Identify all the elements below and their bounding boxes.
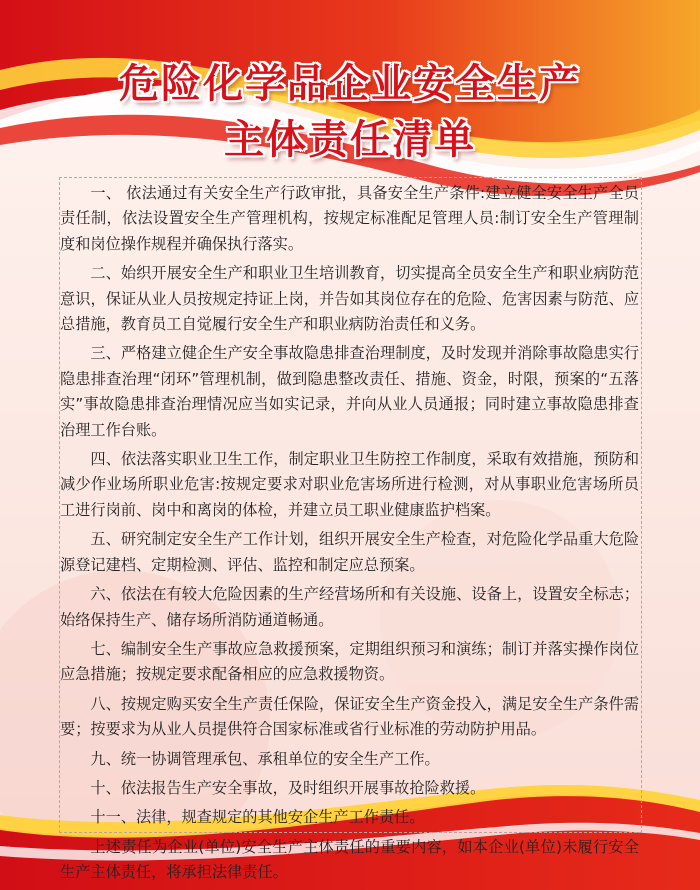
list-item: 五、研究制定安全生产工作计划，组织开展安全生产检查，对危险化学品重大危险源登记建档、定期检测、评估、监控和制定应总预案。	[60, 530, 639, 574]
list-item: 十一、法律，规查规定的其他安企生产工作责任。	[90, 808, 425, 827]
list-item: 九、统一协调管理承包、承租单位的安全生产工作。	[90, 749, 440, 768]
responsibility-list	[59, 177, 642, 882]
list-item: 十、依法报告生产安全事故，及时组织开展事故抢险救援。	[90, 778, 486, 797]
list-item: 四、依法落实职业卫生工作，制定职业卫生防控工作制度，采取有效措施，预防和减少作业场所职业危害:按规定要求对职业危害场所进行检测，对从事职业危害场所员工进行岗前、岗中和离岗的体检，并建立员工职业健康监护档案。	[60, 450, 639, 519]
list-item: 八、按规定购买安全生产责任保险，保证安全生产资金投入，满足安全生产条件需要；按要求为从业人员提供符合国家标准或省行业标准的劳动防护用品。	[60, 694, 639, 739]
page-title-line2: 主体责任清单	[224, 116, 476, 163]
closing-statement: 上述责任为企业(单位)安全生产主体责任的重要内容，如本企业(单位)未履行安全生产主体责任，将承担法律责任。	[60, 837, 639, 882]
list-item: 二、始织开展安全生产和职业卫生培训教育，切实提高全员安全生产和职业病防范意识，保证从业人员按规定持证上岗，并告如其岗位存在的危险、危害因素与防范、应总措施，教育员工自觉履行安全生产和职业病防治责任和义务。	[60, 264, 639, 334]
list-item: 七、编制安全生产事故应急救援预案，定期组织预习和演练；制订并落实操作岗位应急措施；按规定要求配备相应的应急救援物资。	[60, 639, 639, 684]
list-item: 三、严格建立健企生产安全事故隐患排查治理制度，及时发现并消除事故隐患实行隐患排查治理“闭环”管理机制，做到隐患整改责任、措施、资金，时限，预案的“五落实”事故隐患排查治理情况应当如实记录，并向从业人员通报；同时建立事故隐患排查治理工作台账。	[60, 344, 639, 439]
page-title-line1: 危险化学品企业安全生产	[119, 60, 581, 107]
list-item: 一、 依法通过有关安全生产行政审批，具备安全生产条件:建立健全安全生产全员责任制，依法设置安全生产管理机构，按规定标准配足管理人员:制订安全生产管理制度和岗位操作规程并确保执行落实。	[60, 184, 639, 253]
list-item: 六、依法在有较大危险因素的生产经营场所和有关设施、设备上，设置安全标志；始络保持生产、储存场所消防通道畅通。	[60, 585, 639, 629]
